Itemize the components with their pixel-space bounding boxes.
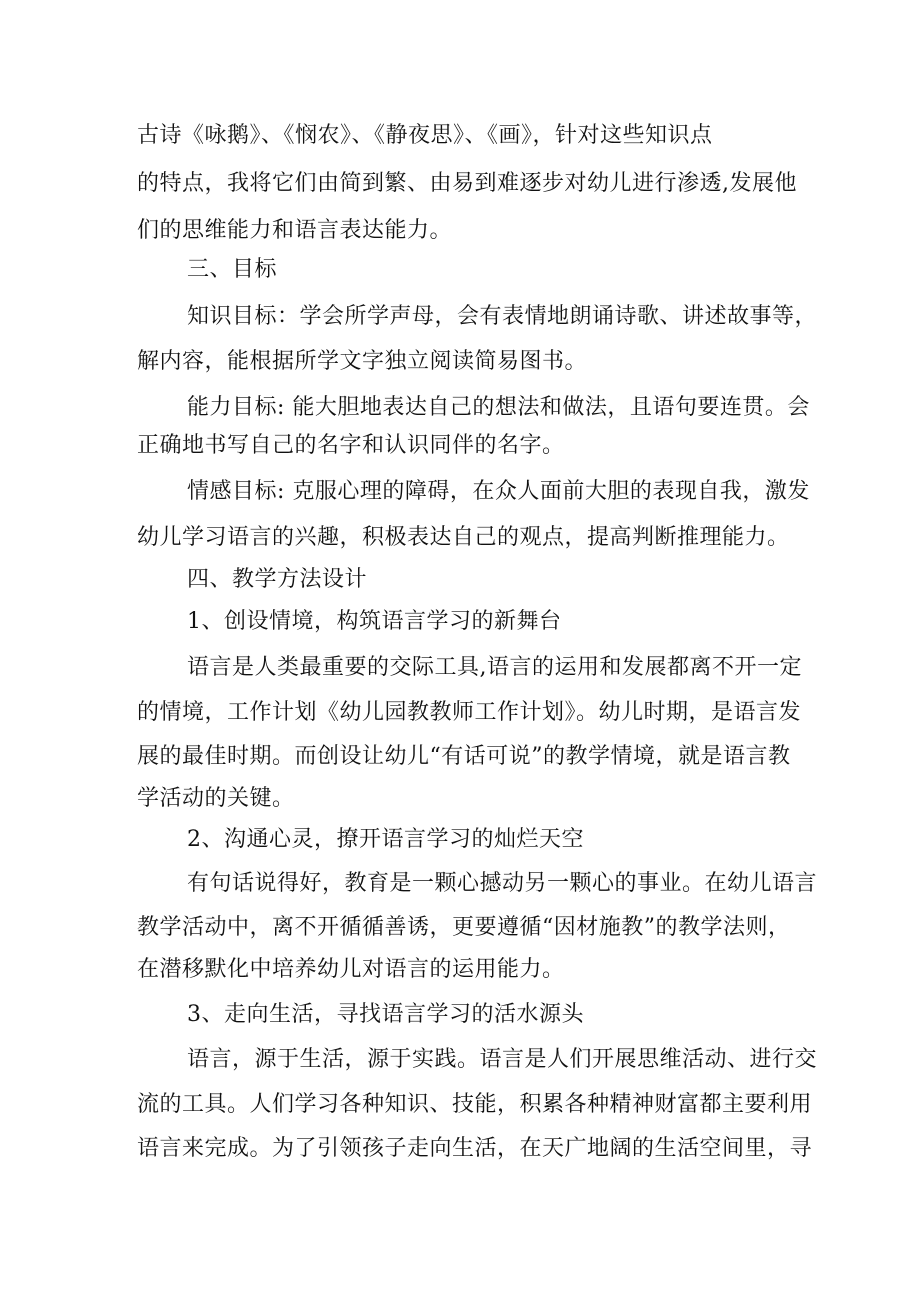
body-text-line: 流的工具。人们学习各种知识、技能，积累各种精神财富都主要利用	[137, 1092, 813, 1117]
body-text-line: 展的最佳时期。而创设让幼儿“有话可说”的教学情境，就是语言教	[137, 744, 791, 769]
body-text-line: 有句话说得好，教育是一颗心撼动另一颗心的事业。在幼儿语言	[187, 871, 818, 896]
body-text-line: 们的思维能力和语言表达能力。	[137, 218, 453, 243]
body-text-line: 情感目标: 克服心理的障碍，在众人面前大胆的表现自我，激发	[187, 479, 810, 504]
body-text-line: 教学活动中，离不开循循善诱，更要遵循“因材施教”的教学法则，	[137, 915, 791, 940]
body-text-line: 学活动的关键。	[137, 786, 295, 811]
body-text-line: 的特点，我将它们由简到繁、由易到难逐步对幼儿进行渗透,发展他	[137, 171, 797, 196]
body-text-line: 语言，源于生活，源于实践。语言是人们开展思维活动、进行交	[187, 1047, 818, 1072]
body-text-line: 能力目标: 能大胆地表达自己的想法和做法，且语句要连贯。会	[187, 395, 810, 420]
body-text-line: 幼儿学习语言的兴趣，积极表达自己的观点，提高判断推理能力。	[137, 525, 790, 550]
subsection-heading: 2、沟通心灵，撩开语言学习的灿烂天空	[187, 827, 584, 852]
body-text-line: 正确地书写自己的名字和认识同伴的名字。	[137, 433, 565, 458]
body-text-line: 古诗《咏鹅》、《悯农》、《静夜思》、《画》，针对这些知识点	[137, 123, 713, 148]
body-text-line: 解内容，能根据所学文字独立阅读简易图书。	[137, 349, 588, 374]
body-text-line: 语言来完成。为了引领孩子走向生活，在天广地阔的生活空间里，寻	[137, 1136, 813, 1161]
section-heading: 三、目标	[187, 257, 278, 282]
body-text-line: 知识目标：学会所学声母，会有表情地朗诵诗歌、讲述故事等，	[187, 304, 818, 329]
subsection-heading: 3、走向生活，寻找语言学习的活水源头	[187, 1002, 584, 1027]
body-text-line: 的情境，工作计划《幼儿园教教师工作计划》。幼儿时期，是语言发	[137, 700, 802, 725]
body-text-line: 在潜移默化中培养幼儿对语言的运用能力。	[137, 957, 565, 982]
subsection-heading: 1、创设情境，构筑语言学习的新舞台	[187, 609, 562, 634]
body-text-line: 语言是人类最重要的交际工具,语言的运用和发展都离不开一定	[187, 655, 802, 680]
section-heading: 四、教学方法设计	[187, 567, 368, 592]
